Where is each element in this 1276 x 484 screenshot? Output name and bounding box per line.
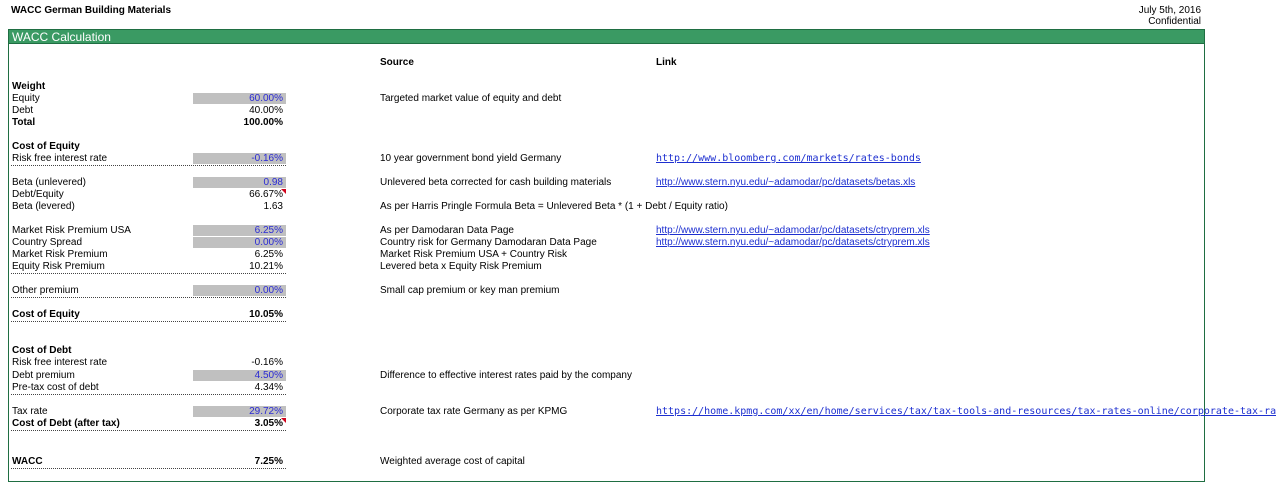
- total-weight-label: Total: [12, 117, 36, 128]
- total-weight-value: 100.00%: [243, 117, 283, 128]
- weight-heading: Weight: [12, 81, 46, 92]
- beta-unlevered-value[interactable]: 0.98: [263, 177, 283, 188]
- cost-of-equity-value: 10.05%: [249, 309, 283, 320]
- cost-of-debt-value: 3.05%: [254, 418, 283, 429]
- tax-rate-source: Corporate tax rate Germany as per KPMG: [380, 406, 568, 417]
- mrp-usa-value[interactable]: 6.25%: [254, 225, 283, 236]
- mrp-usa-source: As per Damodaran Data Page: [380, 225, 514, 236]
- rf-rate-value[interactable]: -0.16%: [251, 153, 283, 164]
- debt-premium-value[interactable]: 4.50%: [254, 370, 283, 381]
- confidential-label: Confidential: [1148, 16, 1201, 27]
- report-date: July 5th, 2016: [1138, 5, 1201, 16]
- source-column-header: Source: [380, 57, 414, 68]
- tax-rate-label: Tax rate: [12, 406, 48, 417]
- country-spread-source: Country risk for Germany Damodaran Data Page: [380, 237, 597, 248]
- section-title: WACC Calculation: [12, 30, 111, 44]
- debt-rf-value: -0.16%: [251, 357, 283, 368]
- mrp-usa-link[interactable]: http://www.stern.nyu.edu/~adamodar/pc/datasets/ctryprem.xls: [656, 225, 930, 236]
- wacc-value: 7.25%: [254, 456, 283, 467]
- mrp-label: Market Risk Premium: [12, 249, 108, 260]
- wacc-label: WACC: [12, 456, 43, 467]
- erp-value: 10.21%: [249, 261, 283, 272]
- pretax-cost-value: 4.34%: [254, 382, 283, 393]
- beta-unlevered-source: Unlevered beta corrected for cash building materials: [380, 177, 612, 188]
- cost-of-equity-heading: Cost of Equity: [12, 141, 80, 152]
- divider: [11, 430, 286, 431]
- cost-of-debt-heading: Cost of Debt: [12, 345, 72, 356]
- tax-rate-link[interactable]: https://home.kpmg.com/xx/en/home/services/tax/tax-tools-and-resources/tax-rates-online/corporate-tax-ra: [656, 406, 1276, 417]
- debt-rf-label: Risk free interest rate: [12, 357, 108, 368]
- beta-levered-value: 1.63: [263, 201, 283, 212]
- divider: [11, 394, 286, 395]
- other-premium-label: Other premium: [12, 285, 79, 296]
- country-spread-label: Country Spread: [12, 237, 83, 248]
- debt-premium-label: Debt premium: [12, 370, 75, 381]
- rf-rate-label: Risk free interest rate: [12, 153, 108, 164]
- beta-unlevered-label: Beta (unlevered): [12, 177, 86, 188]
- country-spread-link[interactable]: http://www.stern.nyu.edu/~adamodar/pc/datasets/ctryprem.xls: [656, 237, 930, 248]
- weight-source: Targeted market value of equity and debt: [380, 93, 562, 104]
- rf-rate-link[interactable]: http://www.bloomberg.com/markets/rates-bonds: [656, 153, 921, 164]
- debt-premium-source: Difference to effective interest rates paid by the company: [380, 370, 632, 381]
- debt-equity-label: Debt/Equity: [12, 189, 64, 200]
- divider: [11, 321, 286, 322]
- equity-weight-value[interactable]: 60.00%: [249, 93, 283, 104]
- wacc-source: Weighted average cost of capital: [380, 456, 525, 467]
- beta-unlevered-link[interactable]: http://www.stern.nyu.edu/~adamodar/pc/datasets/betas.xls: [656, 177, 916, 188]
- debt-equity-value: 66.67%: [249, 189, 283, 200]
- comment-indicator-icon[interactable]: [281, 418, 286, 423]
- tax-rate-value[interactable]: 29.72%: [249, 406, 283, 417]
- divider: [11, 165, 286, 166]
- equity-weight-label: Equity: [12, 93, 40, 104]
- beta-levered-label: Beta (levered): [12, 201, 75, 212]
- section-banner: [8, 29, 1205, 44]
- other-premium-source: Small cap premium or key man premium: [380, 285, 560, 296]
- beta-levered-source: As per Harris Pringle Formula Beta = Unlevered Beta * (1 + Debt / Equity ratio): [380, 201, 728, 212]
- other-premium-value[interactable]: 0.00%: [254, 285, 283, 296]
- cost-of-equity-label: Cost of Equity: [12, 309, 80, 320]
- mrp-usa-label: Market Risk Premium USA: [12, 225, 131, 236]
- erp-label: Equity Risk Premium: [12, 261, 105, 272]
- document-title: WACC German Building Materials: [11, 5, 172, 16]
- debt-weight-label: Debt: [12, 105, 34, 116]
- link-column-header: Link: [656, 57, 677, 68]
- divider: [11, 468, 286, 469]
- divider: [11, 273, 286, 274]
- erp-source: Levered beta x Equity Risk Premium: [380, 261, 542, 272]
- cost-of-debt-label: Cost of Debt (after tax): [12, 418, 120, 429]
- mrp-source: Market Risk Premium USA + Country Risk: [380, 249, 567, 260]
- debt-weight-value: 40.00%: [249, 105, 283, 116]
- rf-rate-source: 10 year government bond yield Germany: [380, 153, 562, 164]
- country-spread-value[interactable]: 0.00%: [254, 237, 283, 248]
- pretax-cost-label: Pre-tax cost of debt: [12, 382, 99, 393]
- divider: [11, 297, 286, 298]
- mrp-value: 6.25%: [254, 249, 283, 260]
